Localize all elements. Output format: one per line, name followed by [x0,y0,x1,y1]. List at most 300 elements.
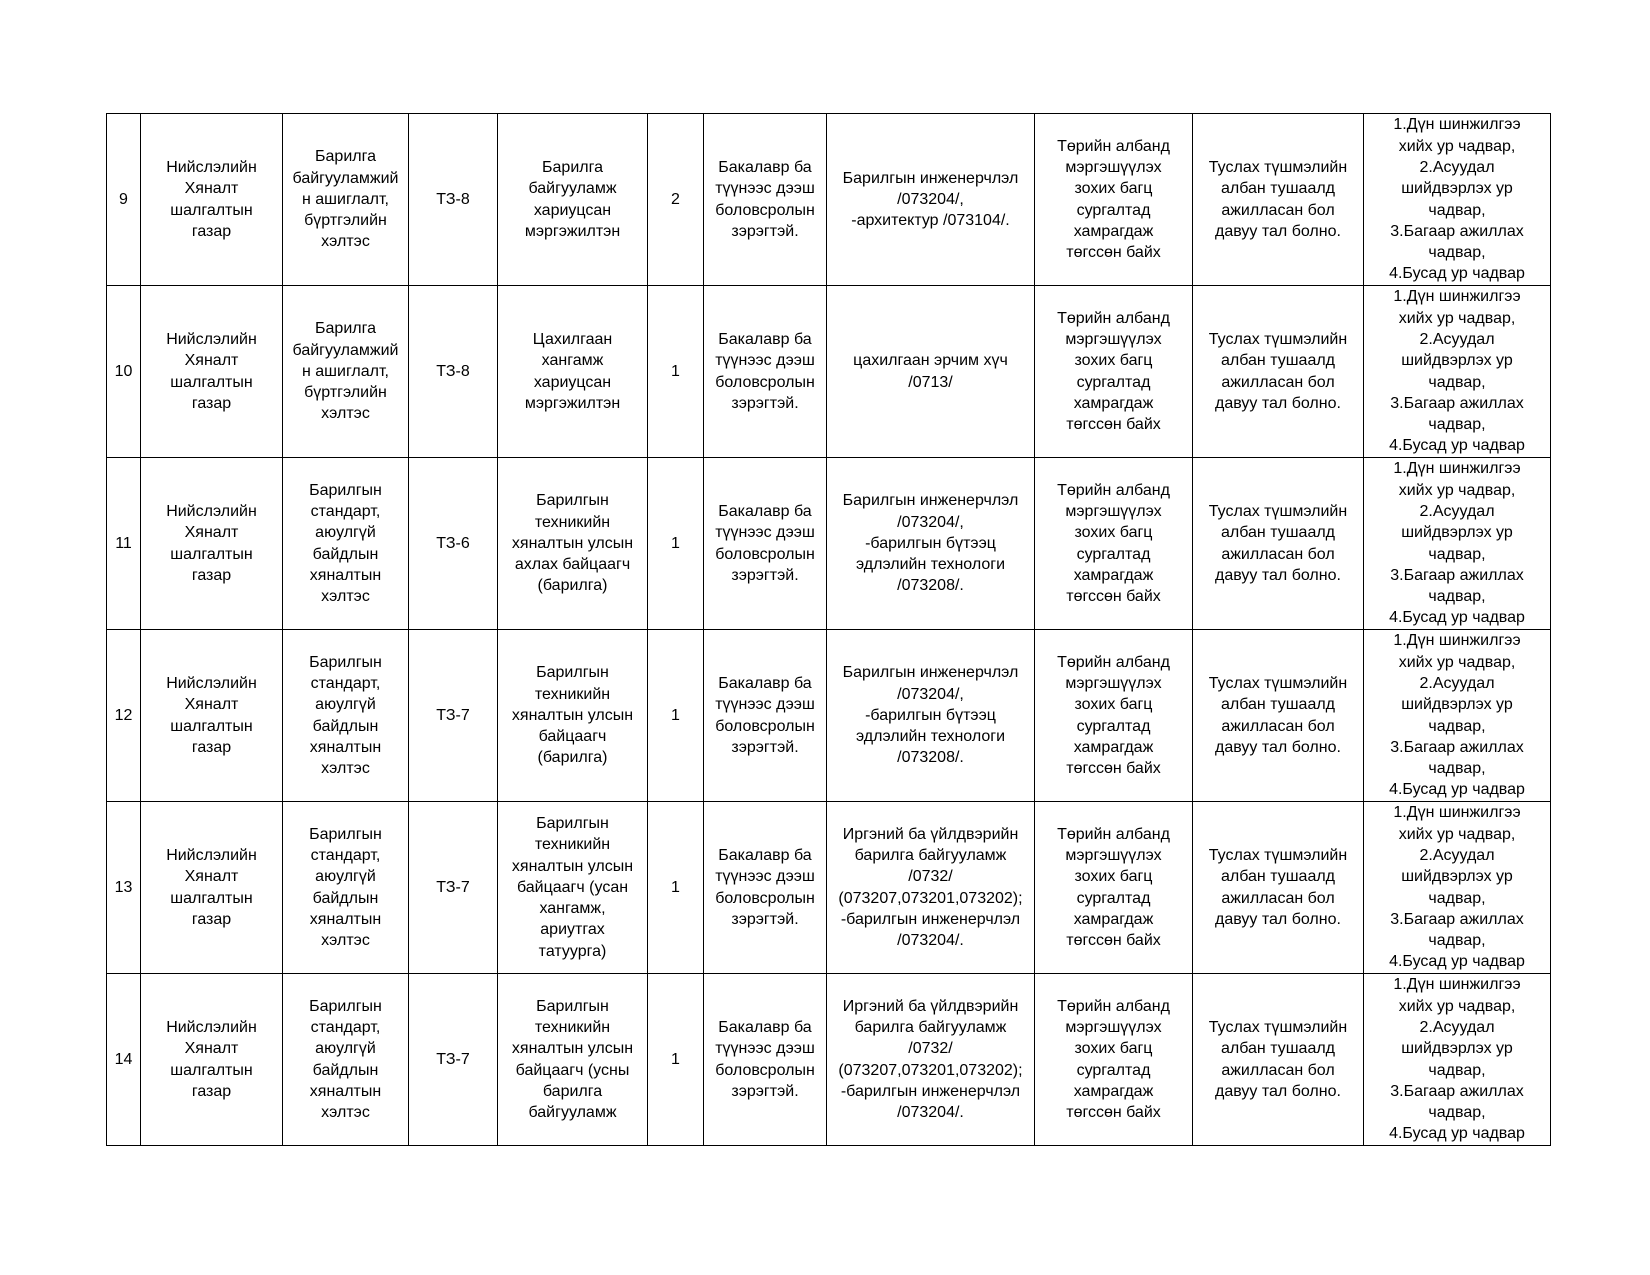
cell-text-line: Бакалавр ба [718,1018,812,1036]
cell-text-line: сургалтад [1076,1061,1151,1079]
cell-text-line: Бакалавр ба [718,330,812,348]
table-row [107,974,1551,1146]
cell-text-line: хамрагдаж [1073,566,1154,584]
cell-text-line: (барилга) [537,749,608,767]
cell-text-line: чадвар, [1428,201,1486,219]
cell-text-line: шийдвэрлэх ур [1401,696,1513,714]
cell-text-line: хэлтэс [321,405,370,423]
cell-text-line: Төрийн албанд [1057,309,1170,327]
cell-text-line: хангамж, [539,900,606,918]
experience-cell [1193,974,1364,1146]
cell-text-line: ажилласан бол [1221,373,1335,391]
cell-text-line: аюулгүй [315,696,376,714]
cell-text-line: Барилгын [536,492,609,510]
table-row [107,458,1551,630]
cell-text-line: чадвар, [1428,1061,1486,1079]
cell-text-line: түүнээс дээш [715,696,815,714]
cell-text-line: чадвар, [1428,760,1486,778]
cell-text-line: Барилгын [536,664,609,682]
cell-text-line: 2.Асуудал [1419,846,1495,864]
cell-text-line: техникийн [534,1018,611,1036]
cell-text-line: түүнээс дээш [715,352,815,370]
cell-text-line: мэргэшүүлэх [1065,158,1162,176]
table-row [107,630,1551,802]
cell-text-line: аюулгүй [315,524,376,542]
cell-text-line: зэрэгтэй. [731,394,799,412]
cell-text-line: 3.Багаар ажиллах [1390,910,1524,928]
organization-cell [141,458,283,630]
cell-text-line: Барилгын [536,997,609,1015]
cell-text-line: хяналтын улсын [511,534,634,552]
cell-text-line: (073207,073201,073202); [838,889,1023,907]
cell-text-line: Бакалавр ба [718,502,812,520]
cell-text-line: түүнээс дээш [715,868,815,886]
position-title-cell [498,974,648,1146]
cell-text-line: техникийн [534,513,611,531]
position-title-cell [498,114,648,286]
cell-text-line: байгууламжий [292,341,399,359]
cell-text-line: Нийслэлийн [166,674,257,692]
organization-cell [141,114,283,286]
cell-text-line: ажилласан бол [1221,889,1335,907]
cell-text-line: байдлын [312,545,379,563]
cell-text-line: /073204/, [897,513,964,531]
cell-text-line: байгууламж [528,180,617,198]
cell-text-line: цахилгаан эрчим хүч [853,352,1008,370]
cell-text-line: 4.Бусад ур чадвар [1389,437,1525,455]
cell-text-line: стандарт, [310,1018,381,1036]
cell-text-line: хийх ур чадвар, [1398,997,1516,1015]
cell-text-line: Хяналт [184,868,239,886]
position-title-cell [498,286,648,458]
skills-cell [1364,286,1551,458]
cell-text-line: зохих багц [1074,696,1153,714]
cell-text-line: газар [191,1082,232,1100]
rank-code-cell: ТЗ-8 [409,286,498,458]
department-cell [283,974,409,1146]
cell-text-line: 1.Дүн шинжилгээ [1393,116,1521,134]
cell-text-line: мэргэшүүлэх [1065,846,1162,864]
cell-text-line: Туслах түшмэлийн [1208,158,1348,176]
cell-text-line: хамрагдаж [1073,222,1154,240]
cell-text-line: Хяналт [184,352,239,370]
cell-text-line: хариуцсан [533,201,612,219]
cell-text-line: барилга байгууламж [854,846,1007,864]
cell-text-line: түүнээс дээш [715,180,815,198]
experience-cell [1193,114,1364,286]
vacancy-count-cell: 1 [648,630,704,802]
cell-text-line: -барилгын инженерчлэл [840,910,1021,928]
positions-table [106,113,1551,1146]
cell-text-line: Барилгын [309,653,382,671]
cell-text-line: эдлэлийн технологи [855,728,1006,746]
row-number-cell: 14 [107,974,141,1146]
cell-text-line: давуу тал болно. [1215,566,1341,584]
cell-text-line: хяналтын улсын [511,857,634,875]
cell-text-line: Барилгын инженерчлэл [842,169,1019,187]
cell-text-line: албан тушаалд [1220,352,1336,370]
skills-cell [1364,802,1551,974]
vacancy-count-cell: 1 [648,974,704,1146]
cell-text-line: Хяналт [184,180,239,198]
cell-text-line: ажилласан бол [1221,545,1335,563]
cell-text-line: 4.Бусад ур чадвар [1389,1125,1525,1143]
cell-text-line: стандарт, [310,502,381,520]
cell-text-line: ажилласан бол [1221,201,1335,219]
cell-text-line: байцаагч (усны [515,1061,630,1079]
cell-text-line: давуу тал болно. [1215,1082,1341,1100]
cell-text-line: шийдвэрлэх ур [1401,868,1513,886]
position-title-cell [498,458,648,630]
cell-text-line: 1.Дүн шинжилгээ [1393,288,1521,306]
cell-text-line: төгссөн байх [1066,932,1161,950]
cell-text-line: албан тушаалд [1220,1040,1336,1058]
cell-text-line: байдлын [312,1061,379,1079]
cell-text-line: сургалтад [1076,545,1151,563]
cell-text-line: 2.Асуудал [1419,502,1495,520]
cell-text-line: (барилга) [537,577,608,595]
cell-text-line: хийх ур чадвар, [1398,137,1516,155]
row-number-cell: 12 [107,630,141,802]
position-title-cell [498,630,648,802]
cell-text-line: эдлэлийн технологи [855,556,1006,574]
cell-text-line: зэрэгтэй. [731,910,799,928]
cell-text-line: /073204/, [897,685,964,703]
cell-text-line: зохих багц [1074,180,1153,198]
cell-text-line: Барилгын инженерчлэл [842,664,1019,682]
position-title-cell [498,802,648,974]
cell-text-line: хэлтэс [321,1104,370,1122]
cell-text-line: хангамж [541,352,604,370]
cell-text-line: -архитектур /073104/. [851,212,1010,230]
training-cell [1035,802,1193,974]
cell-text-line: н ашиглалт, [301,190,389,208]
cell-text-line: Бакалавр ба [718,158,812,176]
cell-text-line: боловсролын [715,373,815,391]
cell-text-line: /073204/. [897,1104,964,1122]
training-cell [1035,974,1193,1146]
cell-text-line: мэргэшүүлэх [1065,502,1162,520]
cell-text-line: төгссөн байх [1066,244,1161,262]
rank-code-cell: ТЗ-7 [409,630,498,802]
cell-text-line: Төрийн албанд [1057,137,1170,155]
profession-cell [827,286,1035,458]
department-cell [283,802,409,974]
cell-text-line: 3.Багаар ажиллах [1390,394,1524,412]
cell-text-line: төгссөн байх [1066,588,1161,606]
profession-cell [827,974,1035,1146]
cell-text-line: Цахилгаан [532,330,613,348]
vacancy-count-cell: 1 [648,802,704,974]
organization-cell [141,974,283,1146]
cell-text-line: Иргэний ба үйлдвэрийн [842,825,1019,843]
cell-text-line: төгссөн байх [1066,760,1161,778]
cell-text-line: 1.Дүн шинжилгээ [1393,632,1521,650]
table-row [107,286,1551,458]
cell-text-line: хяналтын [309,566,382,584]
cell-text-line: мэргэжилтэн [524,222,621,240]
cell-text-line: Төрийн албанд [1057,997,1170,1015]
cell-text-line: 1.Дүн шинжилгээ [1393,804,1521,822]
cell-text-line: хамрагдаж [1073,910,1154,928]
education-cell [704,114,827,286]
education-cell [704,458,827,630]
cell-text-line: байгууламжий [292,169,399,187]
cell-text-line: зэрэгтэй. [731,566,799,584]
cell-text-line: Төрийн албанд [1057,825,1170,843]
cell-text-line: зэрэгтэй. [731,222,799,240]
cell-text-line: боловсролын [715,201,815,219]
cell-text-line: Нийслэлийн [166,158,257,176]
experience-cell [1193,286,1364,458]
cell-text-line: албан тушаалд [1220,868,1336,886]
cell-text-line: Туслах түшмэлийн [1208,846,1348,864]
cell-text-line: чадвар, [1428,1104,1486,1122]
cell-text-line: Барилга [542,158,603,176]
cell-text-line: хийх ур чадвар, [1398,825,1516,843]
cell-text-line: хяналтын [309,738,382,756]
cell-text-line: Нийслэлийн [166,846,257,864]
cell-text-line: чадвар, [1428,416,1486,434]
skills-cell [1364,458,1551,630]
cell-text-line: ариутгах [540,921,605,939]
cell-text-line: Хяналт [184,1040,239,1058]
cell-text-line: шалгалтын [170,717,253,735]
cell-text-line: 2.Асуудал [1419,330,1495,348]
organization-cell [141,630,283,802]
profession-cell [827,458,1035,630]
cell-text-line: чадвар, [1428,717,1486,735]
cell-text-line: /073208/. [897,749,964,767]
cell-text-line: хийх ур чадвар, [1398,481,1516,499]
cell-text-line: хэлтэс [321,233,370,251]
cell-text-line: Барилгын [309,481,382,499]
cell-text-line: чадвар, [1428,373,1486,391]
cell-text-line: аюулгүй [315,1040,376,1058]
cell-text-line: Төрийн албанд [1057,481,1170,499]
cell-text-line: /0713/ [908,373,953,391]
education-cell [704,802,827,974]
cell-text-line: техникийн [534,836,611,854]
cell-text-line: -барилгын бүтээц [865,534,996,552]
cell-text-line: хариуцсан [533,373,612,391]
cell-text-line: Бакалавр ба [718,674,812,692]
education-cell [704,630,827,802]
skills-cell [1364,974,1551,1146]
cell-text-line: хяналтын улсын [511,706,634,724]
cell-text-line: байцаагч (усан [516,878,629,896]
cell-text-line: 4.Бусад ур чадвар [1389,781,1525,799]
row-number-cell: 10 [107,286,141,458]
cell-text-line: төгссөн байх [1066,1104,1161,1122]
department-cell [283,630,409,802]
cell-text-line: /0732/ [908,1040,953,1058]
cell-text-line: стандарт, [310,674,381,692]
cell-text-line: байгууламж [528,1104,617,1122]
cell-text-line: чадвар, [1428,244,1486,262]
cell-text-line: газар [191,738,232,756]
cell-text-line: Барилгын инженерчлэл [842,492,1019,510]
cell-text-line: Нийслэлийн [166,502,257,520]
cell-text-line: зохих багц [1074,1040,1153,1058]
cell-text-line: хэлтэс [321,588,370,606]
cell-text-line: шийдвэрлэх ур [1401,524,1513,542]
cell-text-line: давуу тал болно. [1215,394,1341,412]
cell-text-line: чадвар, [1428,588,1486,606]
vacancy-count-cell: 1 [648,458,704,630]
organization-cell [141,286,283,458]
cell-text-line: /0732/ [908,868,953,886]
cell-text-line: бүртгэлийн [304,212,387,230]
cell-text-line: албан тушаалд [1220,524,1336,542]
cell-text-line: Барилгын [309,825,382,843]
cell-text-line: мэргэшүүлэх [1065,1018,1162,1036]
cell-text-line: барилга [542,1082,603,1100]
cell-text-line: (073207,073201,073202); [838,1061,1023,1079]
cell-text-line: шалгалтын [170,201,253,219]
cell-text-line: хийх ур чадвар, [1398,309,1516,327]
cell-text-line: -барилгын бүтээц [865,706,996,724]
cell-text-line: шалгалтын [170,1061,253,1079]
cell-text-line: давуу тал болно. [1215,738,1341,756]
cell-text-line: Барилгын [536,814,609,832]
cell-text-line: ажилласан бол [1221,717,1335,735]
cell-text-line: шийдвэрлэх ур [1401,352,1513,370]
cell-text-line: Туслах түшмэлийн [1208,674,1348,692]
training-cell [1035,630,1193,802]
experience-cell [1193,630,1364,802]
cell-text-line: боловсролын [715,717,815,735]
cell-text-line: зохих багц [1074,524,1153,542]
cell-text-line: 1.Дүн шинжилгээ [1393,976,1521,994]
cell-text-line: Хяналт [184,524,239,542]
department-cell [283,458,409,630]
cell-text-line: боловсролын [715,1061,815,1079]
cell-text-line: татуурга) [538,942,607,960]
cell-text-line: Туслах түшмэлийн [1208,330,1348,348]
vacancy-count-cell: 1 [648,286,704,458]
cell-text-line: 2.Асуудал [1419,674,1495,692]
cell-text-line: шалгалтын [170,545,253,563]
cell-text-line: газар [191,566,232,584]
cell-text-line: түүнээс дээш [715,524,815,542]
experience-cell [1193,458,1364,630]
cell-text-line: стандарт, [310,846,381,864]
cell-text-line: газар [191,394,232,412]
cell-text-line: чадвар, [1428,545,1486,563]
row-number-cell: 9 [107,114,141,286]
cell-text-line: хэлтэс [321,760,370,778]
cell-text-line: давуу тал болно. [1215,222,1341,240]
cell-text-line: сургалтад [1076,889,1151,907]
cell-text-line: аюулгүй [315,868,376,886]
cell-text-line: хяналтын улсын [511,1040,634,1058]
organization-cell [141,802,283,974]
cell-text-line: Бакалавр ба [718,846,812,864]
cell-text-line: төгссөн байх [1066,416,1161,434]
cell-text-line: шийдвэрлэх ур [1401,180,1513,198]
cell-text-line: 2.Асуудал [1419,1018,1495,1036]
cell-text-line: хамрагдаж [1073,394,1154,412]
cell-text-line: 3.Багаар ажиллах [1390,222,1524,240]
cell-text-line: хамрагдаж [1073,1082,1154,1100]
cell-text-line: зэрэгтэй. [731,1082,799,1100]
table-row [107,114,1551,286]
cell-text-line: ахлах байцаагч [514,556,631,574]
table-body [107,114,1551,1146]
cell-text-line: Барилга [315,148,376,166]
cell-text-line: Иргэний ба үйлдвэрийн [842,997,1019,1015]
cell-text-line: хийх ур чадвар, [1398,653,1516,671]
cell-text-line: мэргэшүүлэх [1065,674,1162,692]
cell-text-line: хяналтын [309,910,382,928]
cell-text-line: -барилгын инженерчлэл [840,1082,1021,1100]
cell-text-line: н ашиглалт, [301,362,389,380]
cell-text-line: 1.Дүн шинжилгээ [1393,460,1521,478]
cell-text-line: албан тушаалд [1220,180,1336,198]
rank-code-cell: ТЗ-7 [409,802,498,974]
cell-text-line: 3.Багаар ажиллах [1390,1082,1524,1100]
cell-text-line: Туслах түшмэлийн [1208,502,1348,520]
cell-text-line: зохих багц [1074,868,1153,886]
row-number-cell: 13 [107,802,141,974]
cell-text-line: боловсролын [715,545,815,563]
cell-text-line: давуу тал болно. [1215,910,1341,928]
cell-text-line: байцаагч [538,728,607,746]
cell-text-line: бүртгэлийн [304,384,387,402]
cell-text-line: чадвар, [1428,889,1486,907]
cell-text-line: газар [191,222,232,240]
cell-text-line: /073208/. [897,577,964,595]
cell-text-line: чадвар, [1428,932,1486,950]
cell-text-line: шалгалтын [170,889,253,907]
cell-text-line: шалгалтын [170,373,253,391]
cell-text-line: Нийслэлийн [166,330,257,348]
cell-text-line: сургалтад [1076,201,1151,219]
rank-code-cell: ТЗ-6 [409,458,498,630]
cell-text-line: байдлын [312,717,379,735]
cell-text-line: зэрэгтэй. [731,738,799,756]
vacancy-count-cell: 2 [648,114,704,286]
skills-cell [1364,630,1551,802]
profession-cell [827,630,1035,802]
cell-text-line: Барилгын [309,997,382,1015]
cell-text-line: боловсролын [715,889,815,907]
cell-text-line: зохих багц [1074,352,1153,370]
cell-text-line: /073204/. [897,932,964,950]
cell-text-line: Төрийн албанд [1057,653,1170,671]
profession-cell [827,802,1035,974]
rank-code-cell: ТЗ-8 [409,114,498,286]
cell-text-line: мэргэшүүлэх [1065,330,1162,348]
training-cell [1035,114,1193,286]
cell-text-line: хэлтэс [321,932,370,950]
cell-text-line: сургалтад [1076,717,1151,735]
cell-text-line: 3.Багаар ажиллах [1390,566,1524,584]
cell-text-line: түүнээс дээш [715,1040,815,1058]
education-cell [704,974,827,1146]
cell-text-line: /073204/, [897,190,964,208]
cell-text-line: техникийн [534,685,611,703]
cell-text-line: барилга байгууламж [854,1018,1007,1036]
cell-text-line: Барилга [315,320,376,338]
row-number-cell: 11 [107,458,141,630]
table-row [107,802,1551,974]
cell-text-line: 4.Бусад ур чадвар [1389,609,1525,627]
cell-text-line: сургалтад [1076,373,1151,391]
cell-text-line: мэргэжилтэн [524,394,621,412]
profession-cell [827,114,1035,286]
